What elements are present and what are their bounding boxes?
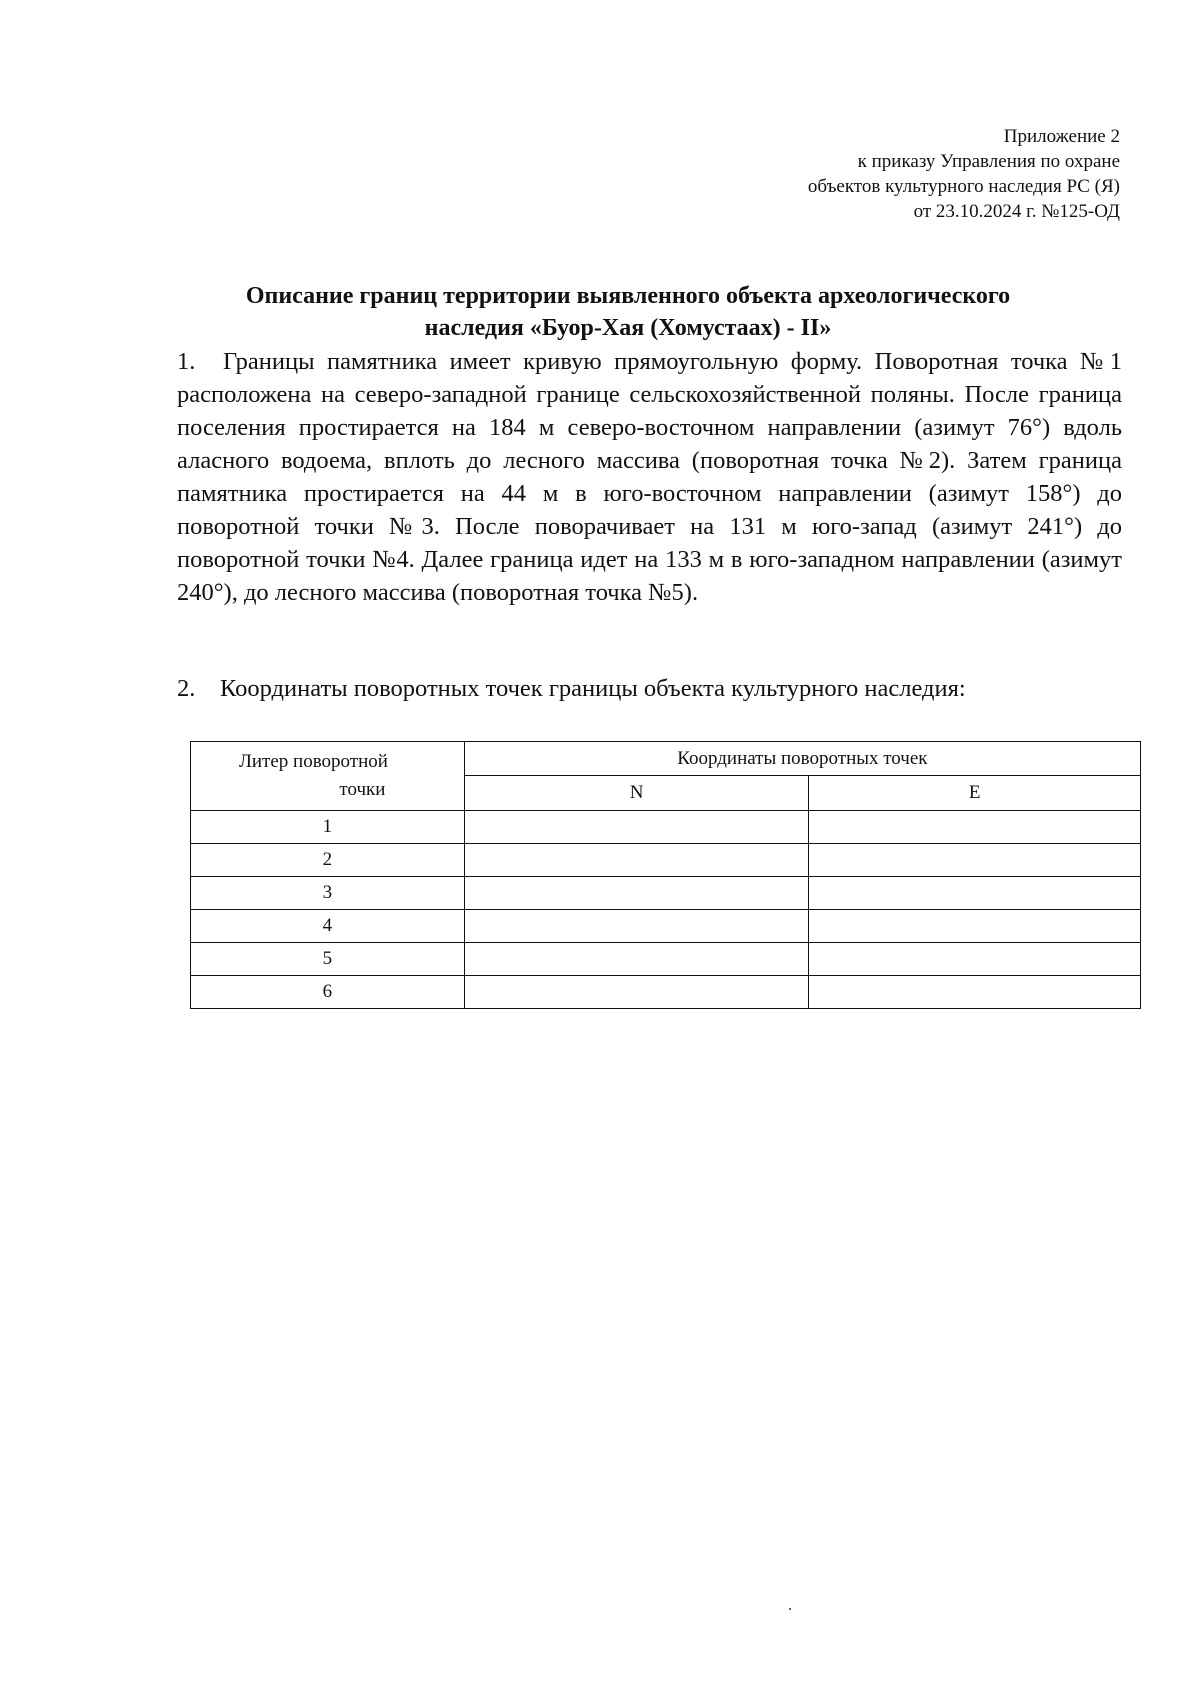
table-row [191,811,1141,844]
header-coordinates-cell: Координаты поворотных точек [464,742,1140,776]
header-liter-line: точки [339,779,386,800]
e-cell [809,811,1141,844]
header-n-cell: N [464,776,809,811]
header-liter-cell [191,742,465,811]
point-cell: 4 [191,910,465,943]
header-e-cell: E [809,776,1141,811]
appendix-line: Приложение 2 [1003,126,1120,147]
title-line: наследия «Буор-Хая (Хомустаах) - II» [424,315,832,341]
point-cell: 3 [191,877,465,910]
appendix-line: объектов культурного наследия РС (Я) [807,176,1120,197]
section-2-paragraph [177,672,966,705]
document-title [160,280,1096,344]
appendix-header [808,124,1120,224]
section-1-paragraph [177,345,1122,609]
section-2-text: Координаты поворотных точек границы объекта культурного наследия: [220,675,966,702]
e-cell [809,844,1141,877]
table-row [191,976,1141,1009]
point-cell: 2 [191,844,465,877]
point-cell: 6 [191,976,465,1009]
e-cell [809,976,1141,1009]
n-cell [464,811,809,844]
point-cell: 5 [191,943,465,976]
appendix-line: к приказу Управления по охране [857,151,1120,172]
section-1-text: Границы памятника имеет кривую прямоугольную форму. Поворотная точка №1 расположена на северо-западной границе сельскохозяйственной поляны. После граница поселения простирается на 184 м северо-восточном направлении (азимут 76°) вдоль аласного водоема, вплоть до лесного массива (поворотная точка №2). Затем граница памятника простирается на 44 м в юго-восточном направлении (азимут 158°) до поворотной точки №3. После поворачивает на 131 м юго-запад (азимут 241°) до поворотной точки №4. Далее граница идет на 133 м в юго-западном направлении (азимут 240°), до лесного массива (поворотная точка №5). [177,348,1122,606]
n-cell [464,844,809,877]
point-cell: 1 [191,811,465,844]
n-cell [464,910,809,943]
n-cell [464,976,809,1009]
section-2-number: 2. [177,675,196,702]
table-row [191,910,1141,943]
title-line: Описание границ территории выявленного объекта археологического [245,283,1011,309]
section-1-number: 1. [177,348,196,375]
table-row [191,943,1141,976]
e-cell [809,877,1141,910]
n-cell [464,877,809,910]
table-row [191,877,1141,910]
n-cell [464,943,809,976]
appendix-line: от 23.10.2024 г. №125-ОД [913,201,1120,222]
table-header-row [191,742,1141,776]
table-row [191,844,1141,877]
e-cell [809,910,1141,943]
header-liter-line: Литер поворотной [239,751,388,772]
e-cell [809,943,1141,976]
coordinates-table [190,741,1141,1009]
scan-speck [789,1608,791,1610]
